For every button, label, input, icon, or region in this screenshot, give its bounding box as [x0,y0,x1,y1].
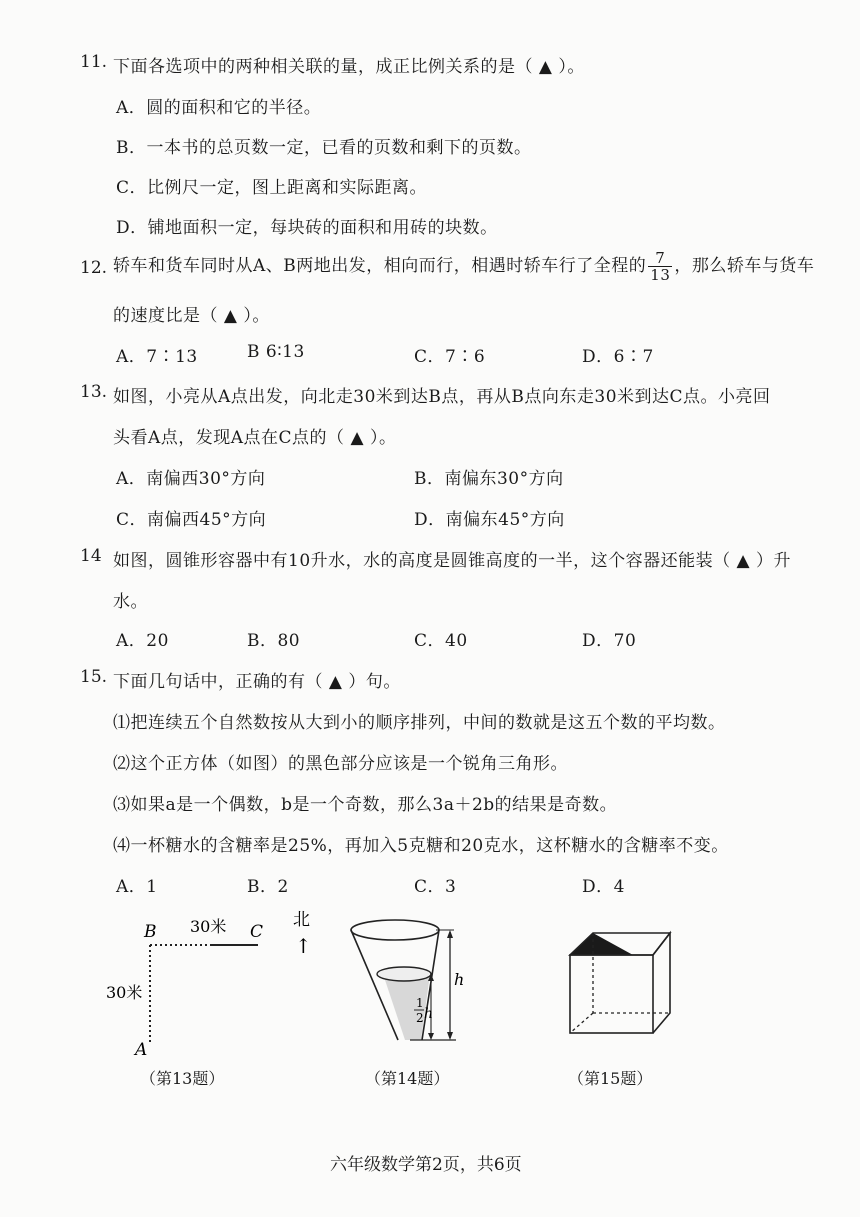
q12-stem-part1: 轿车和货车同时从A、B两地出发，相向而行，相遇时轿车行了全程的 [113,256,647,276]
fig15-front-face [570,955,653,1033]
q12-option-d: D．6∶7 [582,347,654,367]
fig14-half-h-label: h [424,1006,434,1022]
q13-option-b: B．南偏东30°方向 [414,469,564,489]
fig14-height-arrow-top-icon [447,930,453,938]
fig14-half-arrow-bottom-icon [428,1033,434,1040]
q11-number: 11. [80,52,108,72]
q12-option-b: B 6∶13 [247,342,305,362]
q14-option-c: C．40 [414,631,468,651]
figure-14-cone-diagram [340,912,470,1047]
fig14-cone-top-ellipse [351,920,439,940]
q11-option-a: A．圆的面积和它的半径。 [116,98,322,118]
q12-stem-line1 [113,250,814,283]
q14-number: 14 [80,546,102,566]
fig14-caption: （第14题） [365,1069,450,1088]
q12-fraction-numerator: 7 [648,250,672,267]
fig15-hidden-depth-edge [570,1013,593,1033]
q11-option-b: B．一本书的总页数一定，已看的页数和剩下的页数。 [116,138,532,158]
fig13-north-arrow-icon: ↑ [295,934,312,958]
fig13-left-length: 30米 [106,983,143,1002]
fig13-label-a: A [135,1040,148,1060]
q14-option-d: D．70 [582,631,637,651]
fig13-label-b: B [144,922,157,942]
page-footer: 六年级数学第2页，共6页 [330,1155,522,1175]
q12-fraction [648,250,672,283]
q15-statement-3: ⑶如果a是一个偶数，b是一个奇数，那么3a＋2b的结果是奇数。 [113,795,618,815]
q15-statement-4: ⑷一杯糖水的含糖率是25%，再加入5克糖和20克水，这杯糖水的含糖率不变。 [113,836,729,856]
q13-option-c: C．南偏西45°方向 [116,510,267,530]
fig14-half-denominator: 2 [416,1011,424,1025]
q14-stem-line2: 水。 [113,592,148,612]
q15-option-b: B．2 [247,877,289,897]
figure-15-cube-diagram [560,925,680,1040]
q15-statement-1: ⑴把连续五个自然数按从大到小的顺序排列，中间的数就是这五个数的平均数。 [113,713,726,733]
fig14-half-numerator: 1 [416,996,424,1010]
q12-stem-part2: ，那么轿车与货车 [674,256,815,276]
fig15-right-face [653,933,670,1033]
fig13-north-label: 北 [293,910,310,930]
fig14-height-label: h [454,970,465,989]
q11-option-c: C．比例尺一定，图上距离和实际距离。 [116,178,428,198]
q15-option-d: D．4 [582,877,625,897]
q12-stem-line2: 的速度比是（ ▲ ）。 [113,306,270,326]
q12-fraction-denominator: 13 [650,266,671,284]
q13-number: 13. [80,382,108,402]
fig13-caption: （第13题） [140,1069,225,1088]
q11-option-d: D．铺地面积一定，每块砖的面积和用砖的块数。 [116,218,498,238]
q13-stem-line1: 如图，小亮从A点出发，向北走30米到达B点，再从B点向东走30米到达C点。小亮回 [113,387,771,407]
q12-option-c: C．7∶6 [414,347,486,367]
fig13-label-c: C [250,922,264,942]
q14-option-a: A．20 [116,631,169,651]
q14-stem-line1: 如图，圆锥形容器中有10升水，水的高度是圆锥高度的一半，这个容器还能装（ ▲ ）升 [113,551,792,571]
q15-statement-2: ⑵这个正方体（如图）的黑色部分应该是一个锐角三角形。 [113,754,568,774]
fig15-caption: （第15题） [568,1069,653,1088]
fig14-water-surface [377,967,431,981]
fig13-top-length: 30米 [190,917,227,936]
fig14-height-arrow-bottom-icon [447,1032,453,1040]
q15-option-c: C．3 [414,877,457,897]
q13-stem-line2: 头看A点，发现A点在C点的（ ▲ ）。 [113,428,397,448]
q15-number: 15. [80,667,108,687]
q14-option-b: B．80 [247,631,301,651]
q13-option-d: D．南偏东45°方向 [414,510,565,530]
q15-stem: 下面几句话中，正确的有（ ▲ ）句。 [113,672,401,692]
q12-number: 12. [80,258,108,278]
fig15-black-triangle [570,933,633,955]
q11-stem: 下面各选项中的两种相关联的量，成正比例关系的是（ ▲ ）。 [113,57,585,77]
q13-option-a: A．南偏西30°方向 [116,469,266,489]
figure-13-direction-diagram [100,905,340,1060]
q15-option-a: A．1 [116,877,158,897]
q12-option-a: A．7∶13 [116,347,198,367]
